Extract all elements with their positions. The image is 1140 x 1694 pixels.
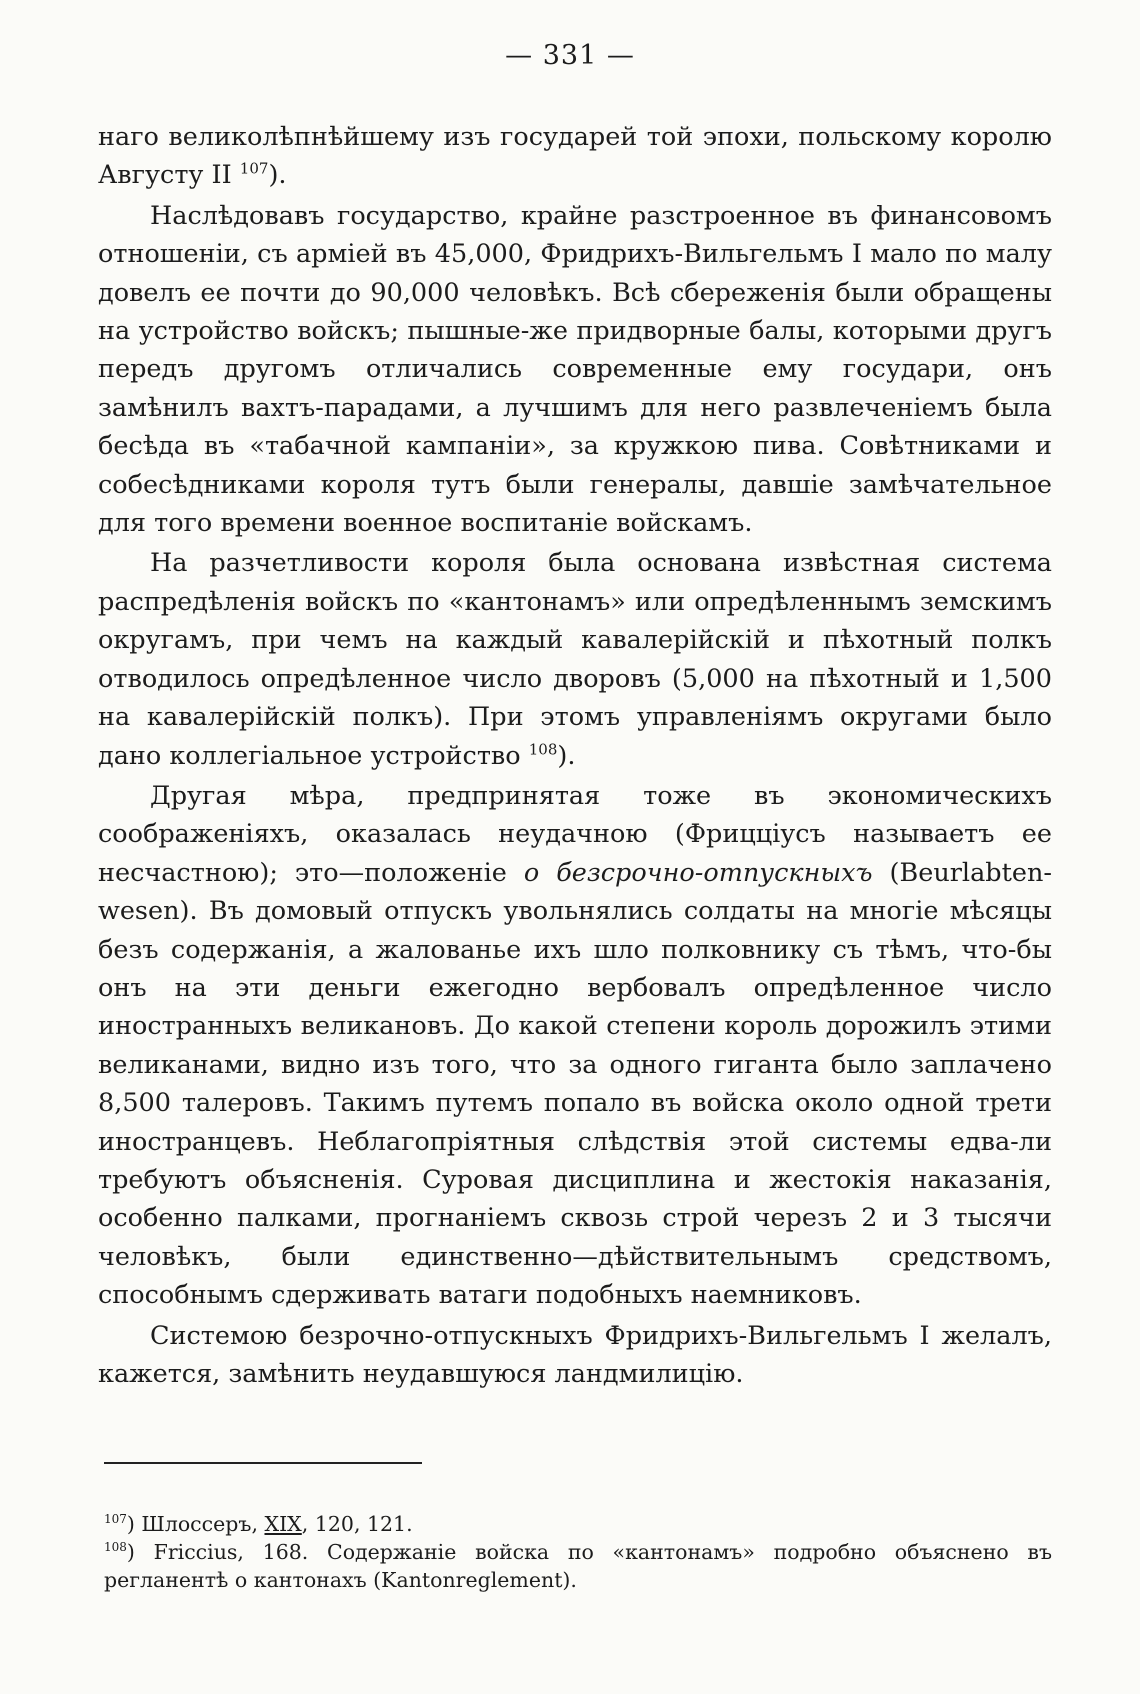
footnote-text-end: , 120, 121. xyxy=(301,1512,413,1536)
footnote-text: ) Шлоссеръ, xyxy=(126,1512,265,1536)
paragraph-text: Другая мѣра, предпринятая тоже въ экономическихъ соображеніяхъ, оказалась неудачною (Фрицціусъ называетъ ее несчастною); это—положеніе xyxy=(98,780,1052,888)
paragraph-text: наго великолѣпнѣйшему изъ государей той эпохи, польскому королю Августу II xyxy=(98,122,1052,191)
footnote-mark: 108 xyxy=(104,1540,127,1555)
paragraph-text: На разчетливости короля была основана извѣстная система распредѣленія войскъ по «кантонамъ» или опредѣленнымъ земскимъ округамъ, при чемъ на каждый кавалерійскій и пѣхотный полкъ отводилось опредѣленное число дворовъ (5,000 на пѣхотный и 1,500 на кавалерійскій полкъ). При этомъ управленіямъ округами было дано коллегіальное устройство xyxy=(98,548,1052,771)
paragraph xyxy=(98,777,1052,1315)
paragraph xyxy=(98,544,1052,774)
page-number: — 331 — xyxy=(505,40,635,71)
italic-term: о безсрочно-отпускныхъ xyxy=(523,857,873,888)
paragraph: Системою безрочно-отпускныхъ Фридрихъ-Вильгельмъ I желалъ, кажется, замѣнить неудавшуюся ландмилицію. xyxy=(98,1320,1052,1389)
paragraph-text-end: ). xyxy=(268,160,287,191)
paragraph: Наслѣдовавъ государство, крайне разстроенное въ финансовомъ отношеніи, съ арміей въ 45,000, Фридрихъ-Вильгельмъ I мало по малу довелъ ее почти до 90,000 человѣкъ. Всѣ сбереженія были обращены на устройство войскъ; пышные-же придворные балы, которыми другъ передъ другомъ отличались современные ему государи, онъ замѣнилъ вахтъ-парадами, а лучшимъ для него развлеченіемъ была бесѣда въ «табачной кампаніи», за кружкою пива. Совѣтниками и собесѣдниками короля тутъ были генералы, давшіе замѣчательное для того времени военное воспитаніе войскамъ. xyxy=(98,200,1052,539)
footnote-text: ) Friccius, 168. Содержаніе войска по «кантонамъ» подробно объяснено въ регланентѣ о кантонахъ (Kantonreglement). xyxy=(104,1540,1052,1592)
footnote xyxy=(104,1510,1052,1538)
paragraph-continuation xyxy=(98,118,1052,195)
paragraph-text-end: ). xyxy=(557,740,576,771)
footnote-ref[interactable]: 107 xyxy=(239,159,269,178)
footnote-mark: 107 xyxy=(104,1512,127,1527)
body-text xyxy=(98,118,1052,1393)
footnote-divider xyxy=(104,1462,422,1464)
footnote xyxy=(104,1538,1052,1594)
footnotes xyxy=(104,1510,1052,1594)
footnote-volume: XIX xyxy=(264,1512,302,1536)
paragraph-text-end: (Beurlabten-wesen). Въ домовый отпускъ увольнялись солдаты на многіе мѣсяцы безъ содержанія, а жалованье ихъ шло полковнику съ тѣмъ, что-бы онъ на эти деньги ежегодно вербовалъ опредѣленное число иностранныхъ великановъ. До какой степени король дорожилъ этими великанами, видно изъ того, что за одного гиганта было заплачено 8,500 талеровъ. Такимъ путемъ попало въ войска около одной трети иностранцевъ. Неблагопріятныя слѣдствія этой системы едва-ли требуютъ объясненія. Суровая дисциплина и жестокія наказанія, особенно палками, прогнаніемъ сквозь строй черезъ 2 и 3 тысячи человѣкъ, были единственно—дѣйствительнымъ средствомъ, способнымъ сдерживать ватаги подобныхъ наемниковъ. xyxy=(98,857,1052,1311)
footnote-ref[interactable]: 108 xyxy=(528,740,558,758)
